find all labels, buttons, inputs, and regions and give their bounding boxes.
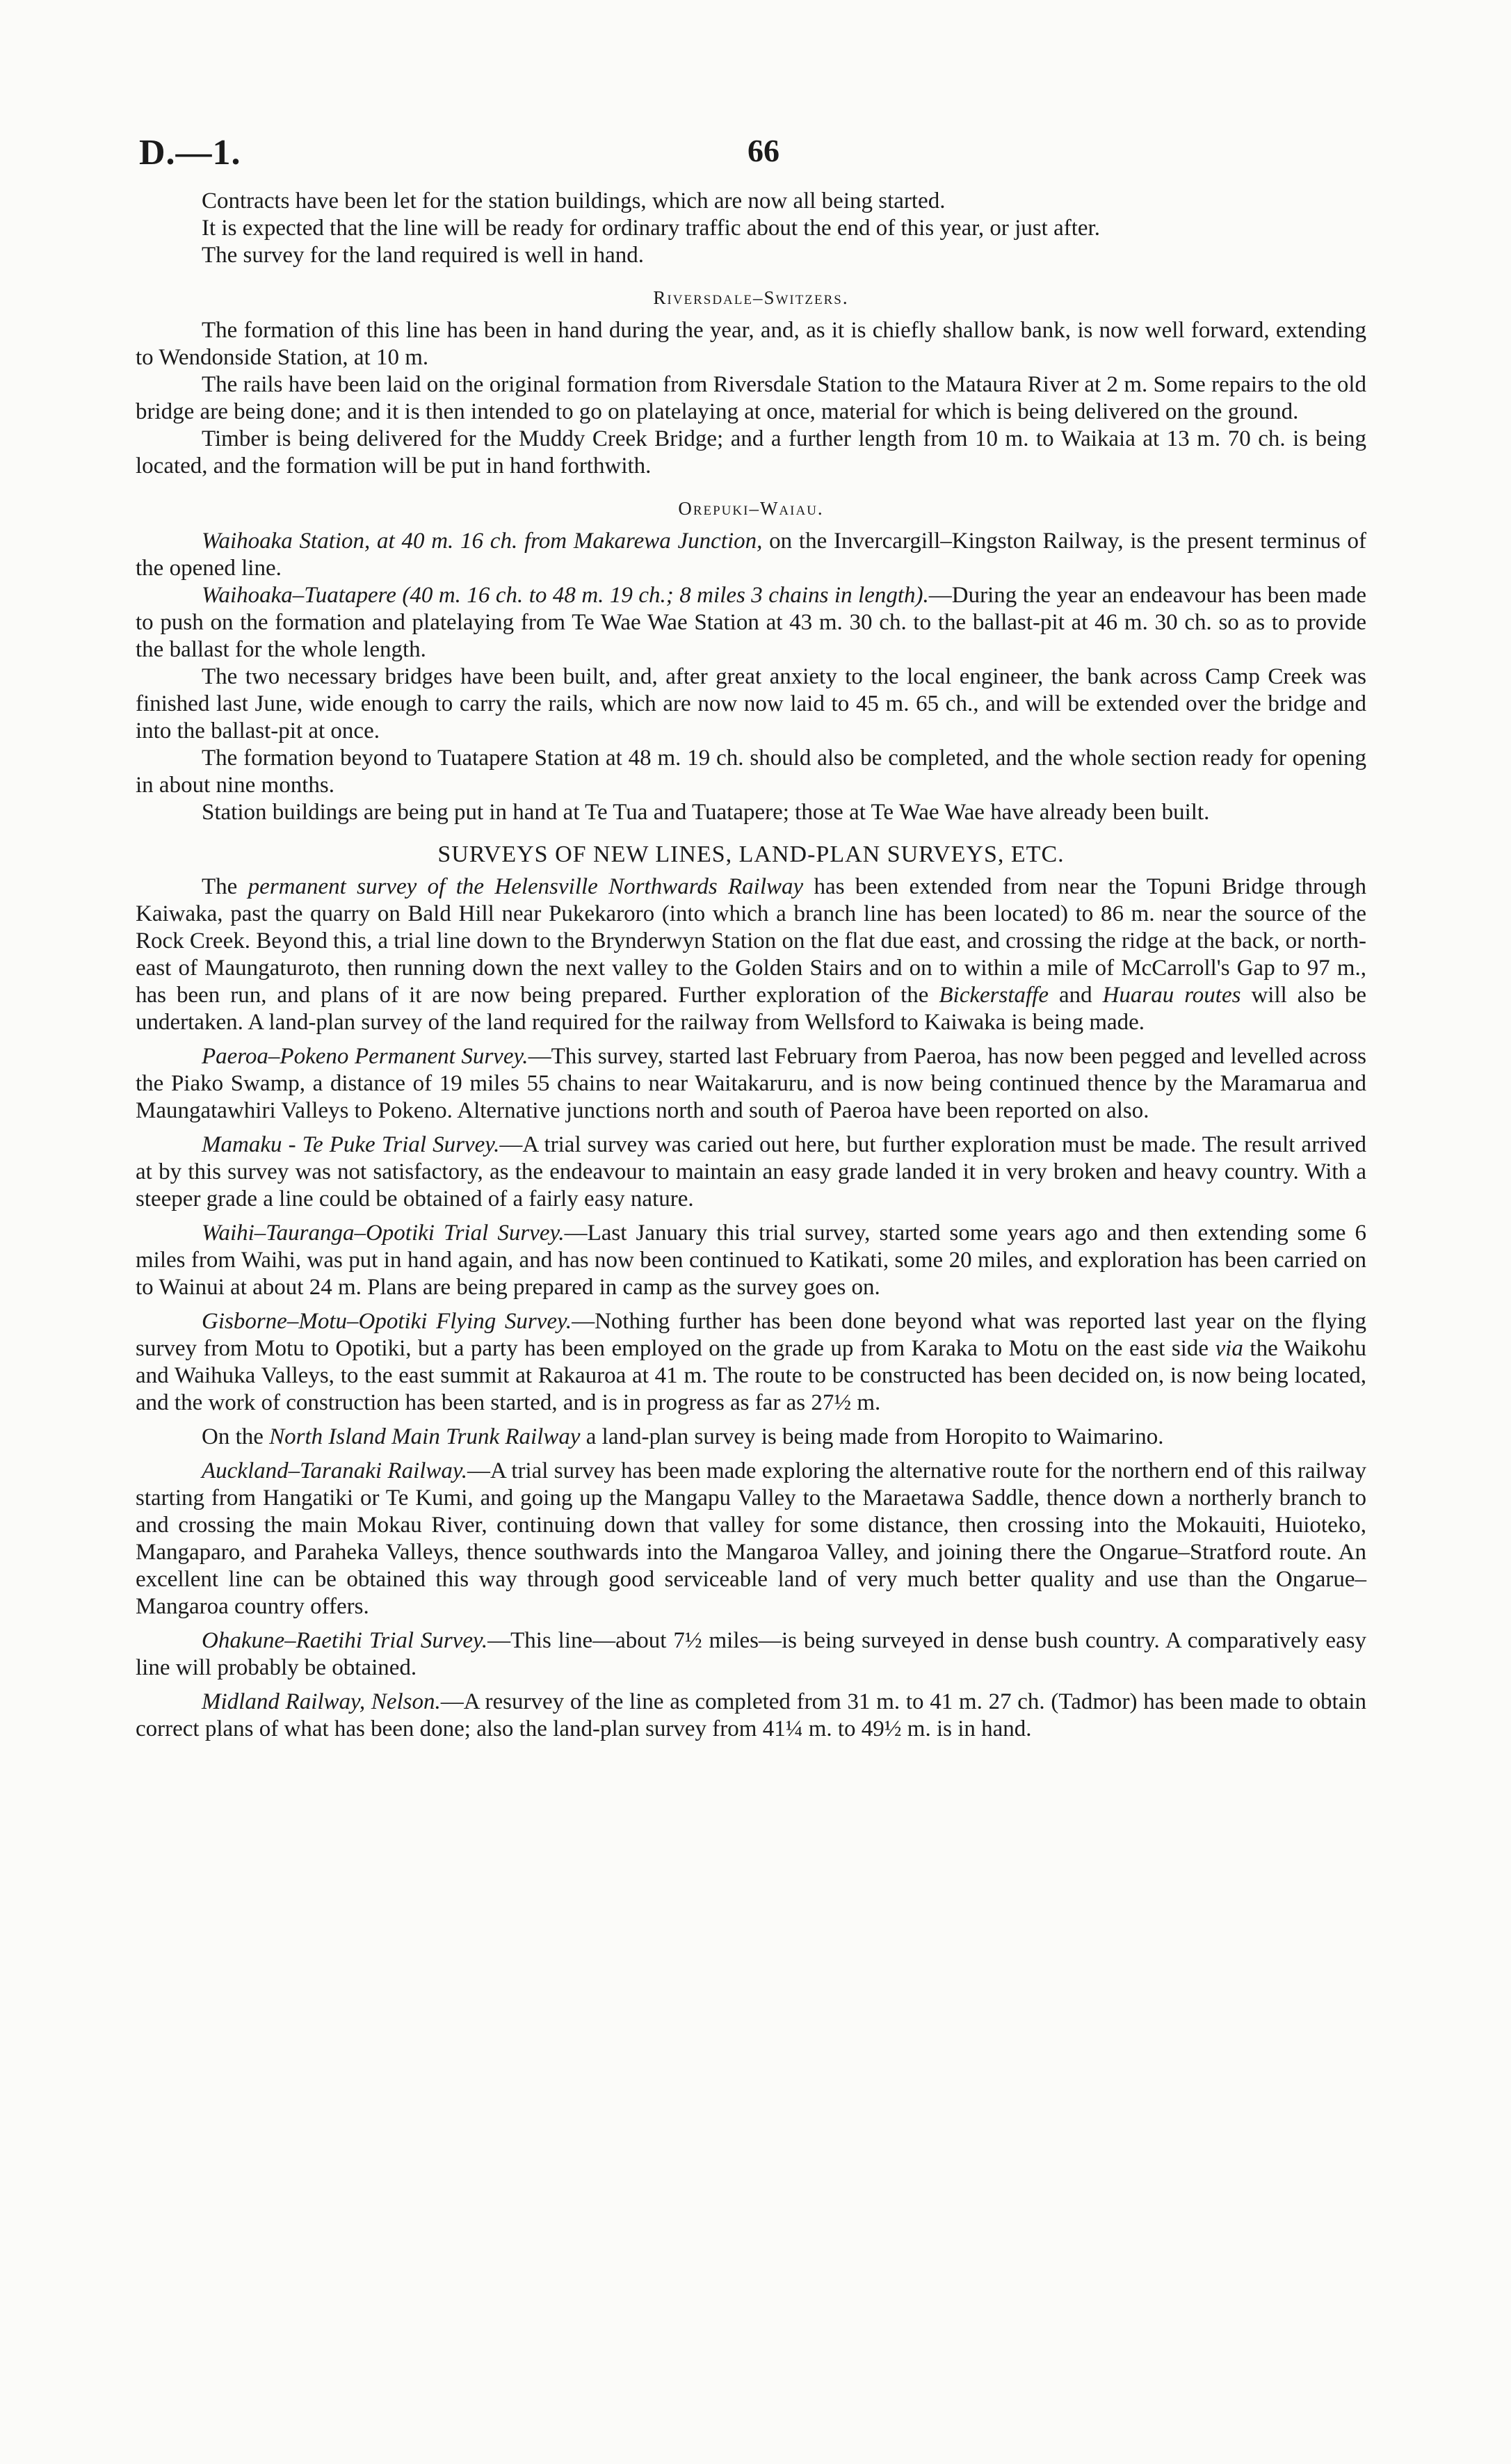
text-run: has been extended from near the Topuni Bridge through Kaiwaka, past the quarry on Bald Hill near Pukekaroro (into which a branch line has been located) to 86 m. near the source of the Rock Creek. Beyond this, a trial line down to the Brynderwyn Station on the flat due east, and crossing the ridge at the back, or north-east of Maungaturoto, then running down the next valley to the Golden Stairs and on to within a mile of McCarroll's Gap to 97 m., has been run, and plans of it are now being prepared. Further exploration of the: [136, 874, 1366, 1008]
paragraph: Contracts have been let for the station buildings, which are now all being started.: [202, 188, 946, 214]
italic-phrase: Midland Railway, Nelson.: [202, 1689, 441, 1714]
paragraph: [136, 1627, 1366, 1682]
text-run: —During the year an endeavour has been made to push on the formation and platelaying from Te Wae Wae Station at 43 m. 30 ch. to the ballast-pit at 46 m. 30 ch. so as to provide the ballast for the whole length.: [136, 583, 1366, 662]
document-page: [136, 125, 1366, 1743]
text-run: on the Invercargill–Kingston Railway, is the present terminus of the opened line.: [136, 529, 1366, 581]
italic-phrase: North Island Main Trunk Railway: [269, 1424, 581, 1449]
italic-phrase: Waihoaka Station, at 40 m. 16 ch. from Makarewa Junction,: [202, 529, 763, 554]
paragraph: [136, 582, 1366, 663]
italic-phrase: Waihi–Tauranga–Opotiki Trial Survey.: [202, 1221, 565, 1246]
section-heading-riversdale: Riversdale–Switzers.: [653, 287, 849, 308]
italic-phrase: Bickerstaffe: [939, 983, 1049, 1008]
text-run: and: [1048, 983, 1103, 1008]
paragraph: It is expected that the line will be ready for ordinary traffic about the end of this year, or just after.: [202, 216, 1100, 241]
italic-phrase: Ohakune–Raetihi Trial Survey.: [202, 1628, 488, 1653]
italic-phrase: Mamaku - Te Puke Trial Survey.: [202, 1132, 500, 1157]
italic-phrase: via: [1215, 1336, 1243, 1361]
document-reference: D.—1.: [139, 133, 241, 172]
section-heading-orepuki: Orepuki–Waiau.: [678, 498, 824, 519]
page-number: 66: [748, 133, 779, 168]
paragraph: Station buildings are being put in hand at Te Tua and Tuatapere; those at Te Wae Wae have already been built.: [202, 800, 1210, 825]
text-run: —A resurvey of the line as completed from 31 m. to 41 m. 27 ch. (Tadmor) has been made to obtain correct plans of what has been done; also the land-plan survey from 41¼ m. to 49½ m. is in hand.: [136, 1689, 1367, 1741]
italic-phrase: permanent survey of the Helensville Northwards Railway: [248, 874, 804, 899]
text-run: a land-plan survey is being made from Horopito to Waimarino.: [580, 1424, 1164, 1449]
italic-phrase: Gisborne–Motu–Opotiki Flying Survey.: [202, 1309, 572, 1334]
text-run: —Nothing further has been done beyond what was reported last year on the flying survey from Motu to Opotiki, but a party has been employed on the grade up from Karaka to Motu on the east side: [136, 1309, 1366, 1361]
paragraph: Timber is being delivered for the Muddy Creek Bridge; and a further length from 10 m. to Waikaia at 13 m. 70 ch. is being located, and the formation will be put in hand forthwith.: [136, 426, 1366, 478]
page-header: [136, 125, 1366, 188]
text-run: —A trial survey has been made exploring the alternative route for the northern end of this railway starting from Hangatiki or Te Kumi, and going up the Mangapu Valley to the Maraetawa Saddle, thence down a northerly branch to and crossing the main Mokau River, continuing down that valley for some distance, then crossing into the Mokauiti, Huiotekо, Mangaparo, and Paraheka Valleys, thence southwards into the Mangaroa Valley, and joining there the Ongarue–Stratford route. An excellent line can be obtained this way through good serviceable land of very much better quality and use than the Ongarue–Mangaroa country offers.: [136, 1458, 1367, 1619]
italic-phrase: Auckland–Taranaki Railway.: [202, 1458, 467, 1483]
paragraph: The rails have been laid on the original formation from Riversdale Station to the Mataura River at 2 m. Some repairs to the old bridge are being done; and it is then intended to go on platelaying at once, material for which is being delivered on the ground.: [136, 372, 1366, 424]
section-heading-surveys: SURVEYS OF NEW LINES, LAND-PLAN SURVEYS, ETC.: [437, 842, 1065, 867]
paragraph: [136, 528, 1366, 582]
paragraph: [136, 1458, 1366, 1620]
paragraph: [136, 1424, 1366, 1451]
text-run: the Waikohu and Waihuka Valleys, to the east summit at Rakauroa at 41 m. The route to be constructed has been decided on, is now being located, and the work of construction has been started, and is in progress as far as 27½ m.: [136, 1336, 1367, 1415]
italic-phrase: Paeroa–Pokeno Permanent Survey.: [202, 1044, 528, 1069]
italic-phrase: Waihoaka–Tuatapere (40 m. 16 ch. to 48 m. 19 ch.; 8 miles 3 chains in length).: [202, 583, 929, 608]
paragraph: [136, 1043, 1366, 1125]
italic-phrase: Huarau routes: [1102, 983, 1241, 1008]
text-run: will also be undertaken. A land-plan survey of the land required for the railway from Wellsford to Kaiwaka is being made.: [136, 983, 1367, 1035]
paragraph: The formation beyond to Tuatapere Station at 48 m. 19 ch. should also be completed, and the whole section ready for opening in about nine months.: [136, 746, 1366, 798]
paragraph: [136, 1689, 1366, 1743]
paragraph: [136, 1132, 1366, 1213]
paragraph: [136, 873, 1366, 1036]
text-run: The: [202, 874, 248, 899]
text-run: —This survey, started last February from Paeroa, has now been pegged and levelled across the Piako Swamp, a distance of 19 miles 55 chains to near Waitakaruru, and is now being continued thence by the Maramarua and Maungatawhiri Valleys to Pokeno. Alternative junctions north and south of Paeroa have been reported on also.: [136, 1044, 1366, 1123]
paragraph: [136, 1308, 1366, 1417]
text-run: On the: [202, 1424, 270, 1449]
paragraph: The formation of this line has been in hand during the year, and, as it is chiefly shallow bank, is now well forward, extending to Wendonside Station, at 10 m.: [136, 318, 1366, 370]
paragraph: The two necessary bridges have been built, and, after great anxiety to the local engineer, the bank across Camp Creek was finished last June, wide enough to carry the rails, which are now now laid to 45 m. 65 ch., and will be extended over the bridge and into the ballast-pit at once.: [136, 664, 1366, 743]
text-run: —A trial survey was caried out here, but further exploration must be made. The result arrived at by this survey was not satisfactory, as the endeavour to maintain an easy grade landed it in very broken and heavy country. With a steeper grade a line could be obtained of a fairly easy nature.: [136, 1132, 1366, 1211]
text-run: —Last January this trial survey, started some years ago and then extending some 6 miles from Waihi, was put in hand again, and has now been continued to Katikati, some 20 miles, and exploration has been carried on to Wainui at about 24 m. Plans are being prepared in camp as the survey goes on.: [136, 1221, 1366, 1300]
text-run: —This line—about 7½ miles—is being surveyed in dense bush country. A comparatively easy line will probably be obtained.: [136, 1628, 1366, 1680]
paragraph: [136, 1220, 1366, 1301]
paragraph: The survey for the land required is well in hand.: [202, 243, 644, 268]
